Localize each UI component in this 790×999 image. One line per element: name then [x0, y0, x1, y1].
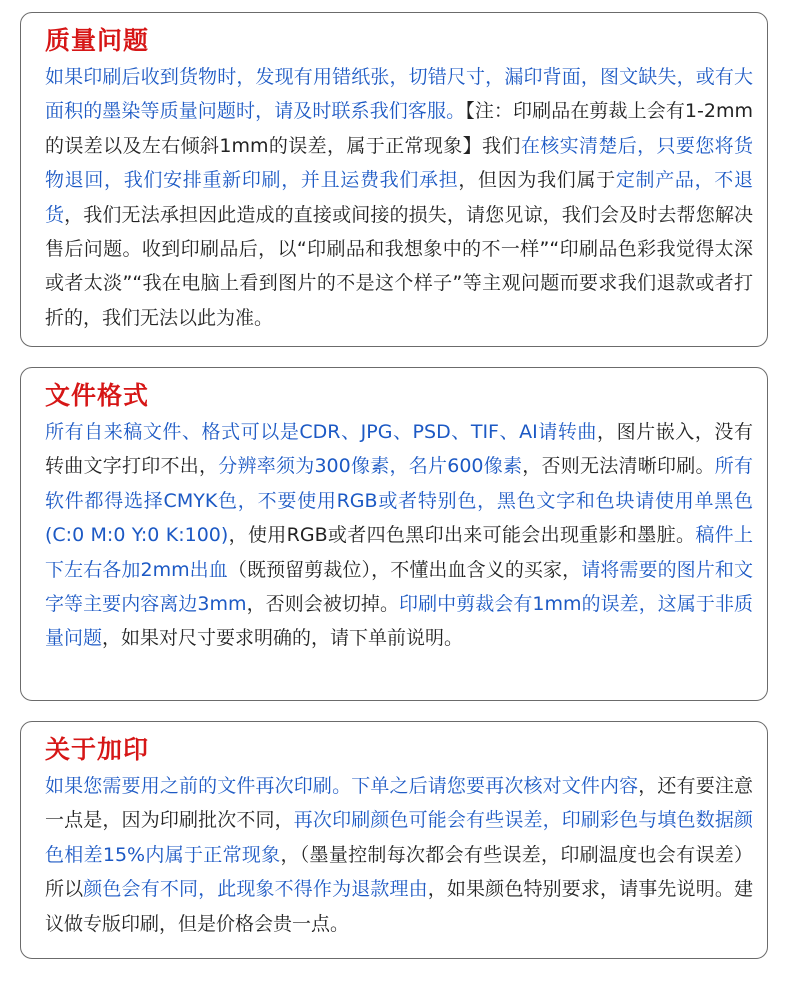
highlight-text: 定制产品，不退货: [45, 169, 753, 226]
body-text: ，我们无法承担因此造成的直接或间接的损失，请您见谅，我们会及时去帮您解决售后问题。收到印刷品后，以“印刷品和我想象中的不一样”“印刷品色彩我觉得太深或者太淡”“我在电脑上看到图片的不是这个样子”等主观问题而要求我们退款或者打折的，我们无法以此为准。: [45, 203, 753, 329]
reprint-body: [45, 769, 753, 941]
highlight-text: 如果您需要用之前的文件再次印刷。下单之后请您要再次核对文件内容: [45, 775, 639, 797]
quality-issues-card: [20, 12, 768, 347]
highlight-text: 印刷中剪裁会有1mm的误差，这属于非质量问题: [45, 593, 753, 650]
body-text: 【注：印刷品在剪裁上会有1-2mm的误差以及左右倾斜1mm的误差，属于正常现象】我们: [45, 100, 753, 157]
reprint-title: 关于加印: [45, 735, 150, 764]
body-text: ，否则无法清晰印刷。: [522, 455, 715, 478]
body-text: ，如果颜色特别要求，请事先说明。建议做专版印刷，但是价格会贵一点。: [45, 878, 753, 935]
quality-issues-body: [45, 60, 753, 335]
highlight-text: 稿件上下左右各加2mm出血: [45, 524, 753, 581]
body-text: ，还有要注意一点是，因为印刷批次不同，: [45, 775, 753, 832]
highlight-text: 请将需要的图片和文字等主要内容离边3mm: [45, 558, 753, 616]
body-text: ，如果对尺寸要求明确的，请下单前说明。: [102, 627, 464, 650]
highlight-text: 所有自来稿文件、格式可以是CDR、JPG、PSD、TIF、AI请转曲: [45, 421, 597, 443]
file-format-body: [45, 415, 753, 656]
quality-issues-title: 质量问题: [45, 26, 150, 55]
reprint-card: [20, 721, 768, 959]
highlight-text: 再次印刷颜色可能会有些误差，印刷彩色与填色数据颜色相差15%内属于正常现象: [45, 809, 753, 866]
body-text: ，（墨量控制每次都会有些误差，印刷温度也会有误差）所以: [45, 843, 753, 901]
body-text: ，图片嵌入，没有转曲文字打印不出，: [45, 421, 753, 478]
highlight-text: 所有软件都得选择CMYK色，不要使用RGB或者特别色，黑色文字和色块请使用单黑色(C:0 M:0 Y:0 K:100): [45, 455, 753, 547]
body-text: ，使用RGB或者四色黑印出来可能会出现重影和墨脏。: [228, 524, 696, 547]
highlight-text: 在核实清楚后，只要您将货物退回，我们安排重新印刷，并且运费我们承担: [45, 134, 753, 192]
body-text: ，否则会被切掉。: [246, 593, 400, 616]
highlight-text: 分辨率须为300像素，名片600像素: [218, 455, 523, 478]
file-format-card: [20, 367, 768, 701]
body-text: （既预留剪裁位），不懂出血含义的买家，: [227, 558, 582, 581]
file-format-title: 文件格式: [45, 381, 150, 410]
highlight-text: 颜色会有不同，此现象不得作为退款理由: [83, 878, 428, 901]
highlight-text: 如果印刷后收到货物时，发现有用错纸张，切错尺寸，漏印背面，图文缺失，或有大面积的墨染等质量问题时，请及时联系我们客服。: [45, 66, 753, 123]
body-text: ，但因为我们属于: [458, 169, 616, 192]
